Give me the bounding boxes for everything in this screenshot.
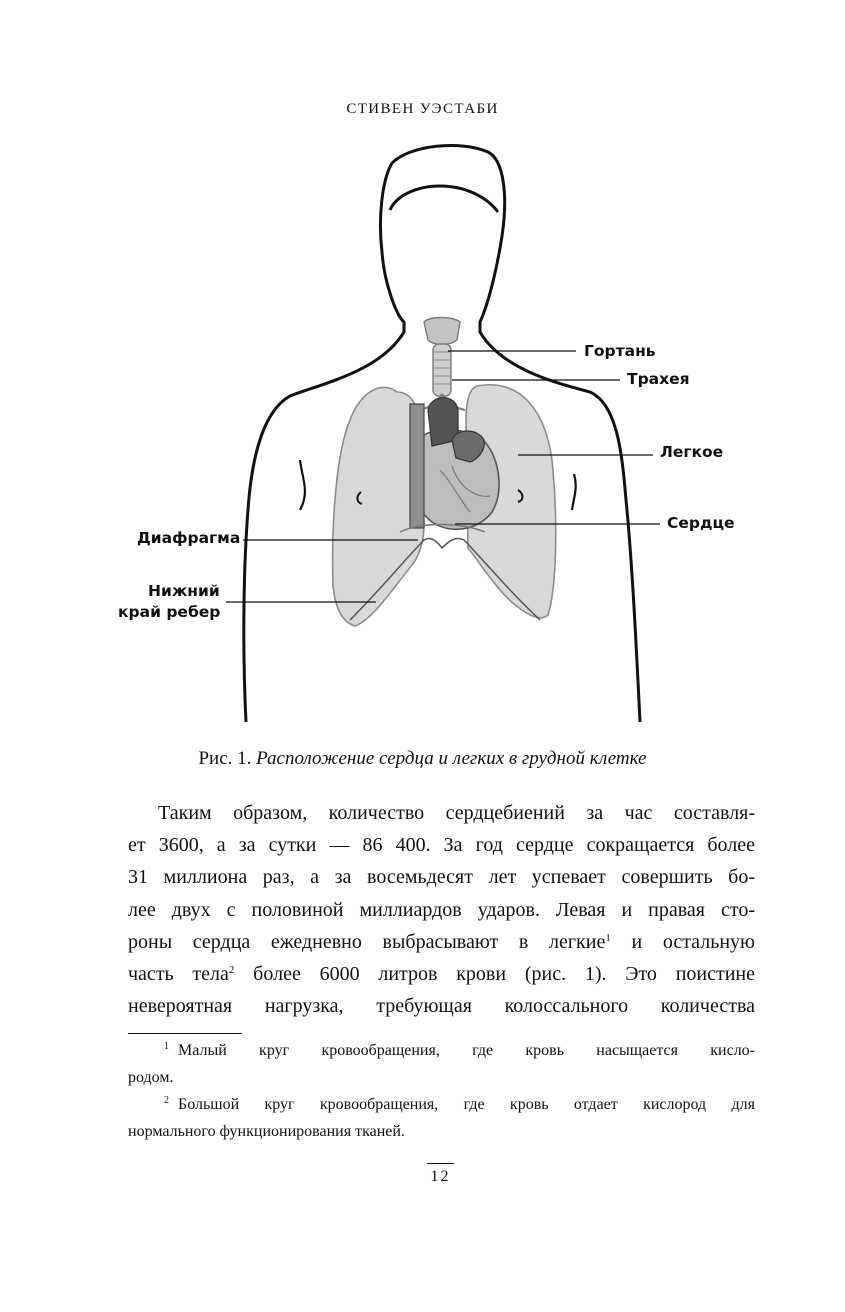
page-number: 12 (430, 1168, 451, 1185)
body-line (128, 926, 755, 958)
footnote-ref-2[interactable]: 2 (228, 964, 235, 977)
body-paragraph (128, 797, 755, 1022)
label-rib-edge (118, 581, 221, 623)
body-text-run: и остальную (610, 930, 755, 953)
footnote-2-cont: нормального функционирования тканей. (128, 1123, 405, 1140)
chest-illustration (0, 140, 845, 740)
footnote-2-text: Большой круг кровообращения, где кровь отдает кислород для (178, 1096, 755, 1113)
footnote-ref-1[interactable]: 1 (605, 931, 611, 944)
larynx-shape (424, 318, 460, 345)
label-diaphragm: Диафрагма (137, 529, 241, 547)
footnote-2 (128, 1091, 755, 1118)
footnote-1-text: Малый круг кровообращения, где кровь насыщается кисло- (178, 1042, 755, 1059)
body-line: Таким образом, количество сердцебиений за час составля- (158, 802, 755, 824)
body-line: невероятная нагрузка, требующая колоссального количества (128, 995, 755, 1018)
body-line: лее двух с половиной миллиардов ударов. Левая и правая сто- (128, 898, 755, 921)
body-text-run: роны сердца ежедневно выбрасывают в легкие (128, 930, 606, 953)
vena-cava-shape (410, 404, 424, 528)
figure-caption (0, 748, 845, 770)
body-line: ет 3600, а за сутки — 86 400. За год сердце сокращается более (128, 834, 755, 857)
body-line: 31 миллиона раз, а за восемьдесят лет успевает совершить бо- (128, 866, 755, 889)
caption-number: Рис. 1. (198, 748, 252, 769)
label-heart: Сердце (667, 514, 735, 532)
page-number-rule (427, 1163, 454, 1164)
label-rib-edge-line1: Нижний (148, 582, 220, 600)
label-lung: Легкое (660, 443, 724, 461)
body-text-run: более 6000 литров крови (рис. 1). Это поистине (234, 963, 755, 986)
figure-chest-anatomy (0, 140, 845, 740)
footnote-1 (128, 1037, 755, 1064)
running-head: СТИВЕН УЭСТАБИ (346, 101, 499, 117)
label-rib-edge-line2: край ребер (118, 603, 221, 621)
caption-text: Расположение сердца и легких в грудной клетке (256, 748, 647, 769)
footnote-separator (128, 1033, 242, 1034)
label-trachea: Трахея (627, 370, 690, 388)
footnote-2-mark: 2 (164, 1095, 169, 1106)
footnote-1-mark: 1 (164, 1041, 169, 1052)
body-line (128, 958, 755, 990)
footnote-1-cont: родом. (128, 1069, 174, 1086)
body-text-run: часть тела (128, 963, 229, 986)
footnotes (128, 1037, 755, 1145)
label-larynx: Гортань (584, 342, 656, 360)
